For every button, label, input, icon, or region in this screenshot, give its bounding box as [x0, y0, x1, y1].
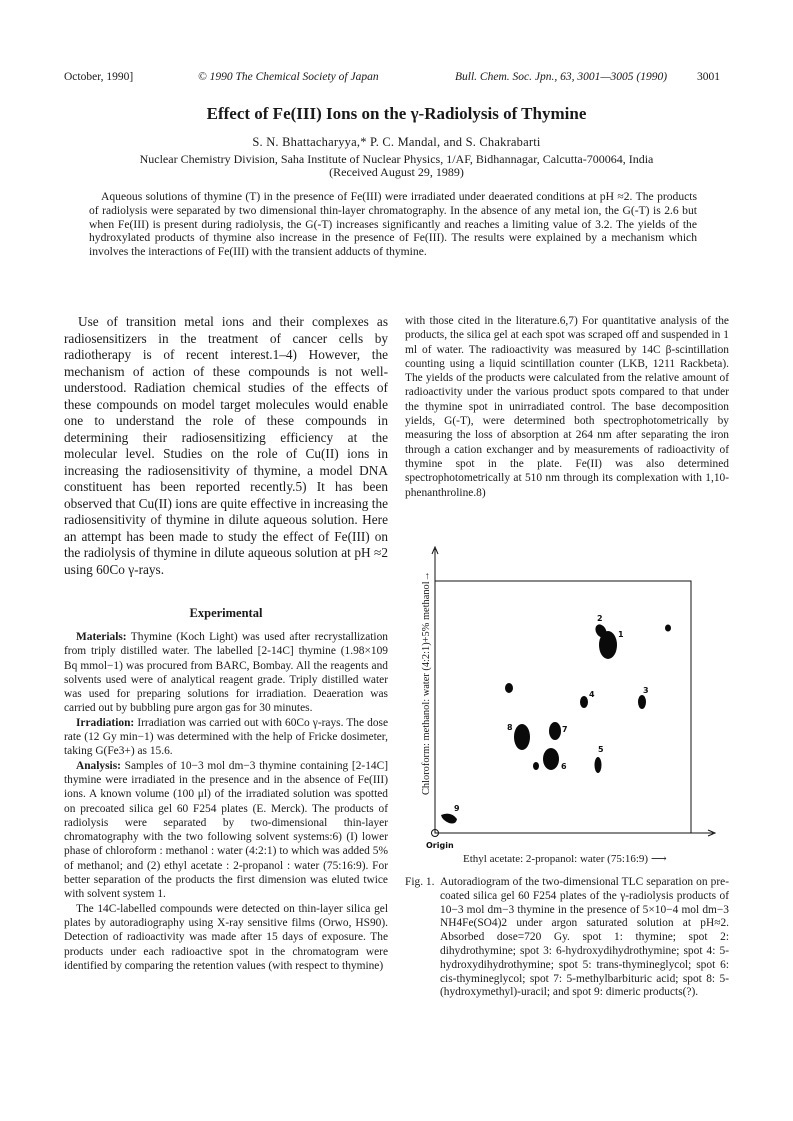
- authors: S. N. Bhattacharyya,* P. C. Mandal, and S. Chakrabarti: [252, 135, 541, 149]
- figure-caption-text: Autoradiogram of the two-dimensional TLC separation on pre-coated silica gel 60 F254 plates of the γ-radiolysis products of 10−3 mol dm−3 thymine in the presence of 5×10−4 mol dm−3 NH4Fe(SO4)2 under argon saturated solution at pH≈2. Absorbed dose=720 Gy. spot 1: thymine; spot 2: dihydrothymine; spot 3: 6-hydroxydihydrothymine; spot 4: 5-hydroxydihydrothymine; spot 5: trans-thymineglycol; spot 6: cis-thymineglycol; spot 7: 5-methylbarbituric acid; spot 8: 5-(hydroxymethyl)-uracil; and spot 9: dimeric products(?).: [440, 876, 729, 999]
- spot-label-9: 9: [454, 804, 460, 813]
- left-column: [64, 314, 388, 973]
- right-column: [405, 314, 729, 500]
- spot-4: [580, 696, 588, 708]
- plate-border: [435, 581, 691, 833]
- figure-autoradiogram: [405, 545, 735, 865]
- spot-6: [543, 748, 559, 770]
- irradiation-text: Irradiation was carried out with 60Co γ-rays. The dose rate (12 Gy min−1) was determined with the help of Fricke dosimeter, taking G(Fe3+) as 15.6.: [64, 716, 389, 758]
- spot-3: [638, 695, 646, 709]
- affiliation: Nuclear Chemistry Division, Saha Institute of Nuclear Physics, 1/AF, Bidhannagar, Calcutta-700064, India: [139, 152, 654, 166]
- detection-paragraph: The 14C-labelled compounds were detected on thin-layer silica gel plates by autoradiography using X-ray sensitive films (Orwo, HS90). Detection of radioactivity was made after 15 days of exposure. The products under each radioactive spot in the chromatogram were identified by comparing the retention values (with respect to thymine): [64, 902, 388, 972]
- paper-title: Effect of Fe(III) Ions on the γ-Radiolysis of Thymine: [206, 104, 587, 123]
- spot-9: [441, 814, 457, 824]
- spot-label-5: 5: [598, 745, 604, 754]
- spot-label-3: 3: [643, 686, 649, 695]
- spot-extra: [665, 625, 671, 632]
- materials-paragraph: [64, 630, 388, 716]
- irradiation-paragraph: [64, 716, 388, 759]
- x-axis-label: Ethyl acetate: 2-propanol: water (75:16:9) ⟶: [463, 853, 667, 865]
- spot-label-8: 8: [507, 723, 513, 732]
- spot-7: [549, 722, 561, 740]
- materials-label: Materials:: [76, 631, 127, 643]
- header-copyright: © 1990 The Chemical Society of Japan: [198, 71, 379, 83]
- abstract: Aqueous solutions of thymine (T) in the presence of Fe(III) were irradiated under deaerated conditions at pH ≈2. The products of radiolysis were separated by two dimensional thin-layer chromatography. In the absence of any metal ion, the G(-T) is 2.6 but when Fe(III) is present during radiolysis, the G(-T) increases significantly and reaches a limiting value of 3.2. The yields of the hydroxylated products of thymine also increase in the presence of Fe(III). The results were explained by a mechanism which involves the interactions of Fe(III) with the transient adducts of thymine.: [89, 190, 697, 259]
- analysis-paragraph: [64, 759, 388, 902]
- spot-label-6: 6: [561, 762, 567, 771]
- irradiation-label: Irradiation:: [76, 716, 135, 729]
- header-date: October, 1990]: [64, 71, 134, 83]
- introduction: Use of transition metal ions and their complexes as radiosensitizers in the treatment of cancer cells by radiotherapy is of recent interest.1–4) However, the mechanism of action of these compounds is not well-understood. Radiation chemical studies of the effects of these compounds on model target molecules would enable one to understand the role of these compounds in determining their radiosensitizing efficiency at the molecular level. Studies on the role of Cu(II) ions in increasing the radiosensitivity of thymine, a model DNA constituent has been reported recently.5) It has been observed that Cu(II) ions are quite effective in increasing the radiosensitivity of thymine in dilute aqueous solution. Here an attempt has been made to study the effect of Fe(III) on the radiolysis of thymine in dilute aqueous solution at pH ≈2 using 60Co γ-rays.: [64, 314, 388, 577]
- experimental-heading: Experimental: [189, 606, 263, 620]
- analysis-label: Analysis:: [76, 759, 121, 772]
- spot-label-2: 2: [597, 614, 603, 623]
- figure-caption-label: Fig. 1.: [405, 876, 435, 888]
- analysis-continued: with those cited in the literature.6,7) For quantitative analysis of the products, the silica gel at each spot was scraped off and suspended in 1 ml of water. The radioactivity was measured by 14C β-scintillation counting using a liquid scintillation counter (LKB, 1211 Rackbeta). The yields of the products were calculated from the relative amount of radioactivity under the various product spots compared to that under the thymine spot in unirradiated control. The base decomposition yields, G(-T), were determined both spectrophotometrically by measuring the loss of absorption at 264 nm after separating the iron through a cation exchanger and by measurements of radioactivity of thymine spot in the plate. Fe(II) was also determined spectrophotometrically at 510 nm through its complexation with 1,10-phenanthroline.8): [405, 315, 729, 499]
- header-journal: Bull. Chem. Soc. Jpn., 63, 3001—3005 (1990): [455, 71, 668, 83]
- spot-label-1: 1: [618, 630, 624, 639]
- header-page-number: 3001: [697, 71, 720, 83]
- figure-caption: [405, 876, 729, 1000]
- spot-8: [514, 724, 530, 750]
- materials-text: Thymine (Koch Light) was used after recrystallization from triply distilled water. The labelled [2-14C] thymine (1.98×109 Bq mmol−1) was procured from BARC, Bombay. All the reagents and solvents used were of analytical reagent grade. Triply distilled water was used for preparing solutions for irradiation. Deaeration was carried out by bubbling pure argon gas for 30 minutes.: [64, 631, 388, 715]
- spot-label-4: 4: [589, 690, 595, 699]
- y-axis-label: Chloroform: methanol: water (4:2:1)+5% methanol→: [421, 570, 432, 795]
- spot-6b: [533, 762, 539, 770]
- analysis-text: Samples of 10−3 mol dm−3 thymine containing [2-14C] thymine were irradiated in the presence and in the absence of Fe(III) ions. A known volume (100 μl) of the irradiated solution was spotted on precoated silica gel 60 F254 plates (E. Merck). The products of radiolysis were separated by two-dimensional thin-layer chromatography with the two following solvent systems:6) (I) lower phase of chloroform : methanol : water (4:2:1) to which was added 5% of methanol; and (2) ethyl acetate : 2-propanol : water (75:16:9). For better separation of the products the first dimension was eluted twice with solvent system 1.: [64, 759, 388, 901]
- origin-label: Origin: [426, 841, 454, 850]
- spot-label-7: 7: [562, 725, 568, 734]
- tlc-plate: [405, 545, 735, 855]
- spot-5: [595, 757, 602, 773]
- received-date: (Received August 29, 1989): [329, 165, 464, 179]
- spot-unlabelled: [505, 683, 513, 693]
